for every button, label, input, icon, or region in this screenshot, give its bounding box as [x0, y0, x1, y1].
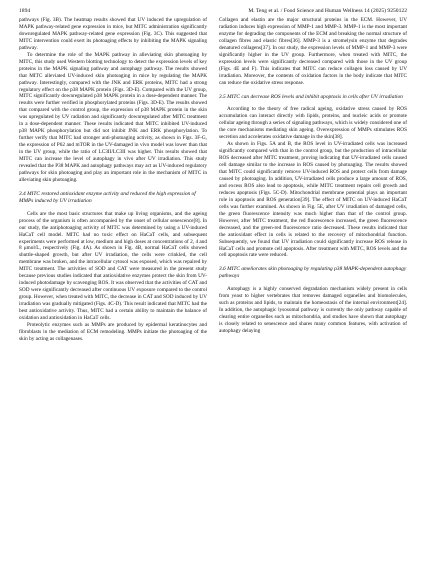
- section-heading: 3.5 MITC can decrease ROS levels and inhibit apoptosis in cells after UV irradiation: [219, 93, 403, 100]
- page-header: [19, 6, 407, 16]
- paragraph: Autophagy is a highly conserved degradation mechanism widely present in cells from yeast to higher vertebrates that removes damaged organelles and biomolecules, such as proteins and lipids, to maintain the homeostasis of the internal environment[24]. In addition, the autophagic lysosomal pathway is currently the only pathway capable of clearing entire organelles such as mitochondria, and studies have shown that autophagy is closely related to senescence and shares many common features, with activation of autophagy delaying: [219, 286, 407, 334]
- paragraph: Cells are the most basic structures that make up living organisms, and the ageing process of the organism is often accompanied by the onset of cellular senescence[8]. In our study, the antiphotoaging activity of MITC was determined by using a UV-induced HaCaT cell model. MITC had no toxic effect on HaCaT cells, and subsequent experiments were performed at low, medium and high doses at concentrations of 2, 4 and 8 μmol/L, respectively (Fig. 4A). As shown in Fig. 4B, normal HaCaT cells showed shuttle-shaped growth, but after UV irradiation, the cells were crinkled, the cell membrane was broken, and the intracellular cytosol was exposed, which was repaired by MITC treatment. The activities of SOD and CAT were measured in the present study because previous studies indicated that antioxidative enzymes protect the skin from UV-induced photodamage by scavenging ROS. It was observed that the activities of CAT and SOD were significantly decreased after continuous UV exposure compared to the control group. However, when treated with MITC, the decrease in CAT and SOD induced by UV irradiation was gradually mitigated (Figs. 4C-D). This result indicated that MITC had the best antioxidative activity. Thus, MITC had a certain ability to maintain the balance of oxidation and antioxidation in HaCaT cells.: [19, 210, 207, 321]
- paragraph: Collagen and elastin are the major structural proteins in the ECM. However, UV radiation induces high expression of MMP-1 and MMP-3. MMP-1 is the most important enzyme for degrading the components of the ECM and breaking the normal structure of collagen fibres and elastic fibres[36]. MMP-3 is a stromelysin enzyme that degrades denatured collagens[37]. In our study, the expression levels of MMP-1 and MMP-3 were significantly higher in the UV group. Furthermore, when treated with MITC, the expression levels were significantly decreased compared with those in the UV group (Figs. 4E and F). This indicates that MITC can reduce collagen loss caused by UV irradiation. Moreover, the contents of oxidation factors in the body indicate that MITC can reduce the oxidative stress response.: [219, 17, 407, 86]
- section-heading: 3.4 MITC restored antioxidant enzyme activity and reduced the high expression of MMPs induced by UV irradiation: [19, 190, 196, 204]
- journal-reference: M. Teng et al. / Food Science and Human Wellness 14 (2025) 9250122: [248, 8, 407, 14]
- right-column: [219, 17, 407, 335]
- paragraph: Proteolytic enzymes such as MMPs are produced by epidermal keratinocytes and fibroblasts in the mediation of ECM remodeling. MMPs initiate the photoaging of the skin by acting as collagenases.: [19, 321, 207, 342]
- paragraph: pathways (Fig. 3B). The heatmap results showed that UV induced the upregulation of MAPK pathway-related gene expression in mice, but MITC administration significantly downregulated MAPK pathway-related gene expression (Fig. 3C). This suggested that MITC intervention could exert its photoaging effects by inhibiting the MAPK signaling pathway.: [19, 17, 207, 51]
- section-heading: 3.6 MITC ameliorates skin photoaging by regulating p38 MAPK-dependent autophagy pathways: [219, 266, 407, 280]
- page-number: 1894: [19, 8, 31, 14]
- paragraph: As shown in Figs. 5A and B, the ROS level in UV-irradiated cells was increased significantly compared with that in the control group, but the production of intracellular ROS decreased after MITC treatment, proving indicating that UV-irradiated cells caused cell damage similar to the increase in ROS caused by photoaging. The results showed that MITC could significantly remove UV-induced ROS and protect cells from damage caused by photoaging. In addition, UV-irradiated cells produce a large amount of ROS, and excess ROS also lead to apoptosis, while MITC treatment repairs cell growth and reduces apoptosis (Figs. 5C-D). Mitochondrial membrane potential plays an important role in apoptosis and ROS generation[39]. The effect of MITC on UV-induced HaCaT cells was further examined. As shown in Fig. 5E, after UV irradiation of damaged cells, the green fluorescence intensity was much higher than that of the control group. However, after MITC treatment, the red fluorescence increased, the green fluorescence decreased, and the green-red fluorescence ratio decreased. These results indicated that the antioxidant effect in cells is related to the recovery of mitochondrial function. Subsequently, we found that UV irradiation could significantly increase ROS release in HaCaT cells and promote cell apoptosis. After treatment with MITC, ROS levels and the cell apoptosis rate were reduced.: [219, 141, 407, 259]
- left-column: [19, 17, 207, 343]
- paragraph: To determine the role of the MAPK pathway in alleviating skin photoaging by MITC, this study used Western blotting technology to detect the expression levels of key proteins in the MAPK signaling pathway and autophagy pathway. The results showed that MITC alleviated UV-induced skin photoaging in mice by regulating the MAPK pathway. Interestingly, compared with the JNK and ERK proteins, MITC had a strong regulatory effect on the p38 MAPK protein (Figs. 3D-E). Compared with the UV group, MITC significantly downregulated p38 MAPK protein in a dose-dependent manner. The results were further verified in phosphorylated proteins (Figs. 3D-E). The results showed that compared with the control group, the expression of p38 MAPK protein in the skin was upregulated by UV radiation and significantly downregulated after MITC treatment in a dose-dependent manner. These results indicated that MITC inhibited UV-induced p38 MAPK phosphorylation but did not inhibit JNK and ERK phosphorylation. To further verify that MITC had stronger anti-photoaging activity, as shown in Figs. 3F-G, the expression of P62 and mTOR in the UV-damaged in vivo model was lower than that in the UV group, while the ratio of LC3II/LC3II was higher. This results showed that MITC can increase the level of autophagy in vivo after UV irradiation. This study revealed that the P38 MAPK and autophagy pathways may act as UV-induced regulatory pathways for skin photoaging and play an important role in the mechanism of MITC in alleviating skin photoaging.: [19, 51, 207, 183]
- paragraph: According to the theory of free radical ageing, oxidative stress caused by ROS accumulation can interact directly with lipids, proteins, and nucleic acids or promote cellular ageing through a series of signaling pathways, which is widely considered one of the core mechanisms mediating skin ageing. Overexpression of MMPs stimulates ROS secretion and accelerates oxidative damage in the skin[38].: [219, 106, 407, 141]
